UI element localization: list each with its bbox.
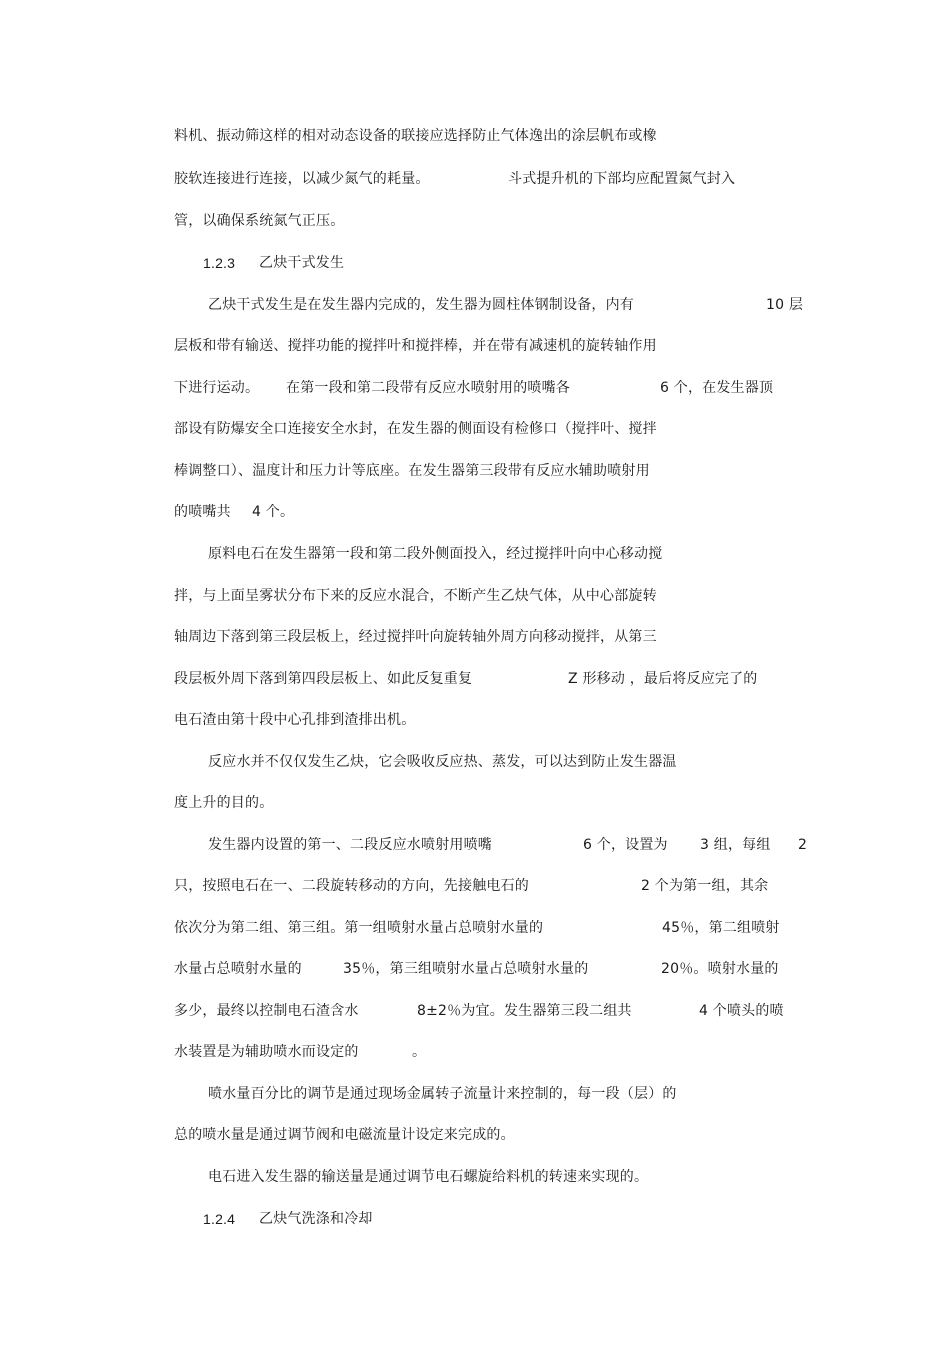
text-segment: 2 bbox=[798, 837, 808, 853]
text-line bbox=[699, 1002, 784, 1020]
text-line bbox=[208, 545, 662, 563]
section-number bbox=[203, 1210, 235, 1228]
text-segment: 斗式提升机的下部均应配置氮气封入 bbox=[508, 171, 736, 187]
text-segment: 乙炔干式发生是在发生器内完成的，发生器为圆柱体钢制设备，内有 bbox=[208, 297, 634, 313]
text-segment: 2 个为第一组，其余 bbox=[641, 878, 769, 894]
section-number bbox=[203, 254, 235, 272]
text-segment: 乙炔气洗涤和冷却 bbox=[259, 1211, 373, 1227]
text-line bbox=[766, 296, 803, 314]
text-segment: 下进行运动。 bbox=[174, 380, 260, 396]
text-segment: 层板和带有输送、搅拌功能的搅拌叶和搅拌棒，并在带有减速机的旋转轴作用 bbox=[174, 338, 657, 354]
text-line bbox=[641, 877, 768, 895]
text-line bbox=[660, 379, 773, 397]
text-line bbox=[174, 670, 472, 688]
text-line bbox=[286, 379, 570, 397]
section-heading bbox=[259, 254, 344, 272]
text-line bbox=[174, 587, 657, 605]
text-line bbox=[174, 1002, 359, 1020]
text-line bbox=[208, 1168, 648, 1186]
text-line bbox=[174, 462, 650, 480]
text-segment: 电石渣由第十段中心孔排到渣排出机。 bbox=[174, 712, 416, 728]
text-line bbox=[208, 836, 492, 854]
text-segment: 轴周边下落到第三段层板上，经过搅拌叶向旋转轴外周方向移动搅拌，从第三 bbox=[174, 629, 657, 645]
text-line bbox=[662, 919, 780, 937]
text-line bbox=[417, 1002, 632, 1020]
text-line bbox=[343, 960, 588, 978]
text-line bbox=[174, 960, 302, 978]
text-line bbox=[568, 670, 758, 688]
text-segment: 水量占总喷射水量的 bbox=[174, 961, 302, 977]
text-segment: 总的喷水量是通过调节阀和电磁流量计设定来完成的。 bbox=[174, 1127, 515, 1143]
text-segment: 多少，最终以控制电石渣含水 bbox=[174, 1003, 359, 1019]
text-segment: 反应水并不仅仅发生乙炔，它会吸收反应热、蒸发，可以达到防止发生器温 bbox=[208, 754, 677, 770]
text-line bbox=[208, 753, 677, 771]
text-line bbox=[798, 836, 807, 854]
text-segment: 水装置是为辅助喷水而设定的 bbox=[174, 1044, 359, 1060]
text-segment: 45％，第二组喷射 bbox=[662, 920, 780, 936]
text-segment: 4 个。 bbox=[252, 504, 295, 520]
text-line bbox=[252, 503, 294, 521]
text-segment: 20％。喷射水量的 bbox=[661, 961, 779, 977]
text-line bbox=[700, 836, 771, 854]
text-line bbox=[174, 877, 529, 895]
text-segment: 3 组，每组 bbox=[700, 837, 771, 853]
text-segment: 依次分为第二组、第三组。第一组喷射水量占总喷射水量的 bbox=[174, 920, 544, 936]
text-line bbox=[174, 127, 657, 145]
text-line bbox=[412, 1043, 426, 1061]
text-line bbox=[208, 296, 634, 314]
text-line bbox=[174, 1126, 515, 1144]
text-line bbox=[174, 337, 657, 355]
text-segment: 1.2.4 bbox=[203, 1211, 236, 1227]
text-line bbox=[661, 960, 779, 978]
text-segment: 。 bbox=[412, 1044, 427, 1060]
text-line bbox=[508, 170, 735, 188]
text-segment: 度上升的目的。 bbox=[174, 795, 274, 811]
text-line bbox=[174, 170, 430, 188]
text-segment: 喷水量百分比的调节是通过现场金属转子流量计来控制的，每一段（层）的 bbox=[208, 1086, 677, 1102]
text-segment: 段层板外周下落到第四段层板上、如此反复重复 bbox=[174, 671, 473, 687]
text-segment: 电石进入发生器的输送量是通过调节电石螺旋给料机的转速来实现的。 bbox=[208, 1169, 649, 1185]
section-heading bbox=[259, 1210, 373, 1228]
text-line bbox=[174, 420, 657, 438]
text-line bbox=[174, 1043, 359, 1061]
text-segment: 35％，第三组喷射水量占总喷射水量的 bbox=[343, 961, 589, 977]
text-segment: 胶软连接进行连接，以减少氮气的耗量。 bbox=[174, 171, 430, 187]
text-segment: 4 个喷头的喷 bbox=[699, 1003, 784, 1019]
text-line bbox=[583, 836, 668, 854]
text-segment: 只，按照电石在一、二段旋转移动的方向，先接触电石的 bbox=[174, 878, 529, 894]
text-segment: 发生器内设置的第一、二段反应水喷射用喷嘴 bbox=[208, 837, 492, 853]
text-segment: 6 个，设置为 bbox=[583, 837, 668, 853]
text-line bbox=[174, 711, 415, 729]
text-segment: 原料电石在发生器第一段和第二段外侧面投入，经过搅拌叶向中心移动搅 bbox=[208, 546, 663, 562]
text-segment: 的喷嘴共 bbox=[174, 504, 231, 520]
text-segment: 10 层 bbox=[766, 297, 804, 313]
text-line bbox=[174, 919, 543, 937]
text-segment: 乙炔干式发生 bbox=[259, 255, 345, 271]
text-line bbox=[174, 628, 657, 646]
text-segment: 部设有防爆安全口连接安全水封，在发生器的侧面设有检修口（搅拌叶、搅拌 bbox=[174, 421, 657, 437]
text-segment: 料机、振动筛这样的相对动态设备的联接应选择防止气体逸出的涂层帆布或橡 bbox=[174, 128, 657, 144]
text-line bbox=[174, 379, 259, 397]
text-segment: 在第一段和第二段带有反应水喷射用的喷嘴各 bbox=[286, 380, 570, 396]
text-segment: Z 形移动 ，最后将反应完了的 bbox=[568, 671, 758, 687]
text-segment: 拌，与上面呈雾状分布下来的反应水混合，不断产生乙炔气体，从中心部旋转 bbox=[174, 588, 657, 604]
text-line bbox=[174, 212, 344, 230]
text-segment: 棒调整口）、温度计和压力计等底座。在发生器第三段带有反应水辅助喷射用 bbox=[174, 463, 650, 479]
text-segment: 管，以确保系统氮气正压。 bbox=[174, 213, 345, 229]
text-segment: 6 个，在发生器顶 bbox=[660, 380, 774, 396]
text-line bbox=[174, 503, 231, 521]
text-segment: 8±2％为宜。发生器第三段二组共 bbox=[417, 1003, 632, 1019]
text-segment: 1.2.3 bbox=[203, 255, 236, 271]
text-line bbox=[208, 1085, 677, 1103]
text-line bbox=[174, 794, 273, 812]
